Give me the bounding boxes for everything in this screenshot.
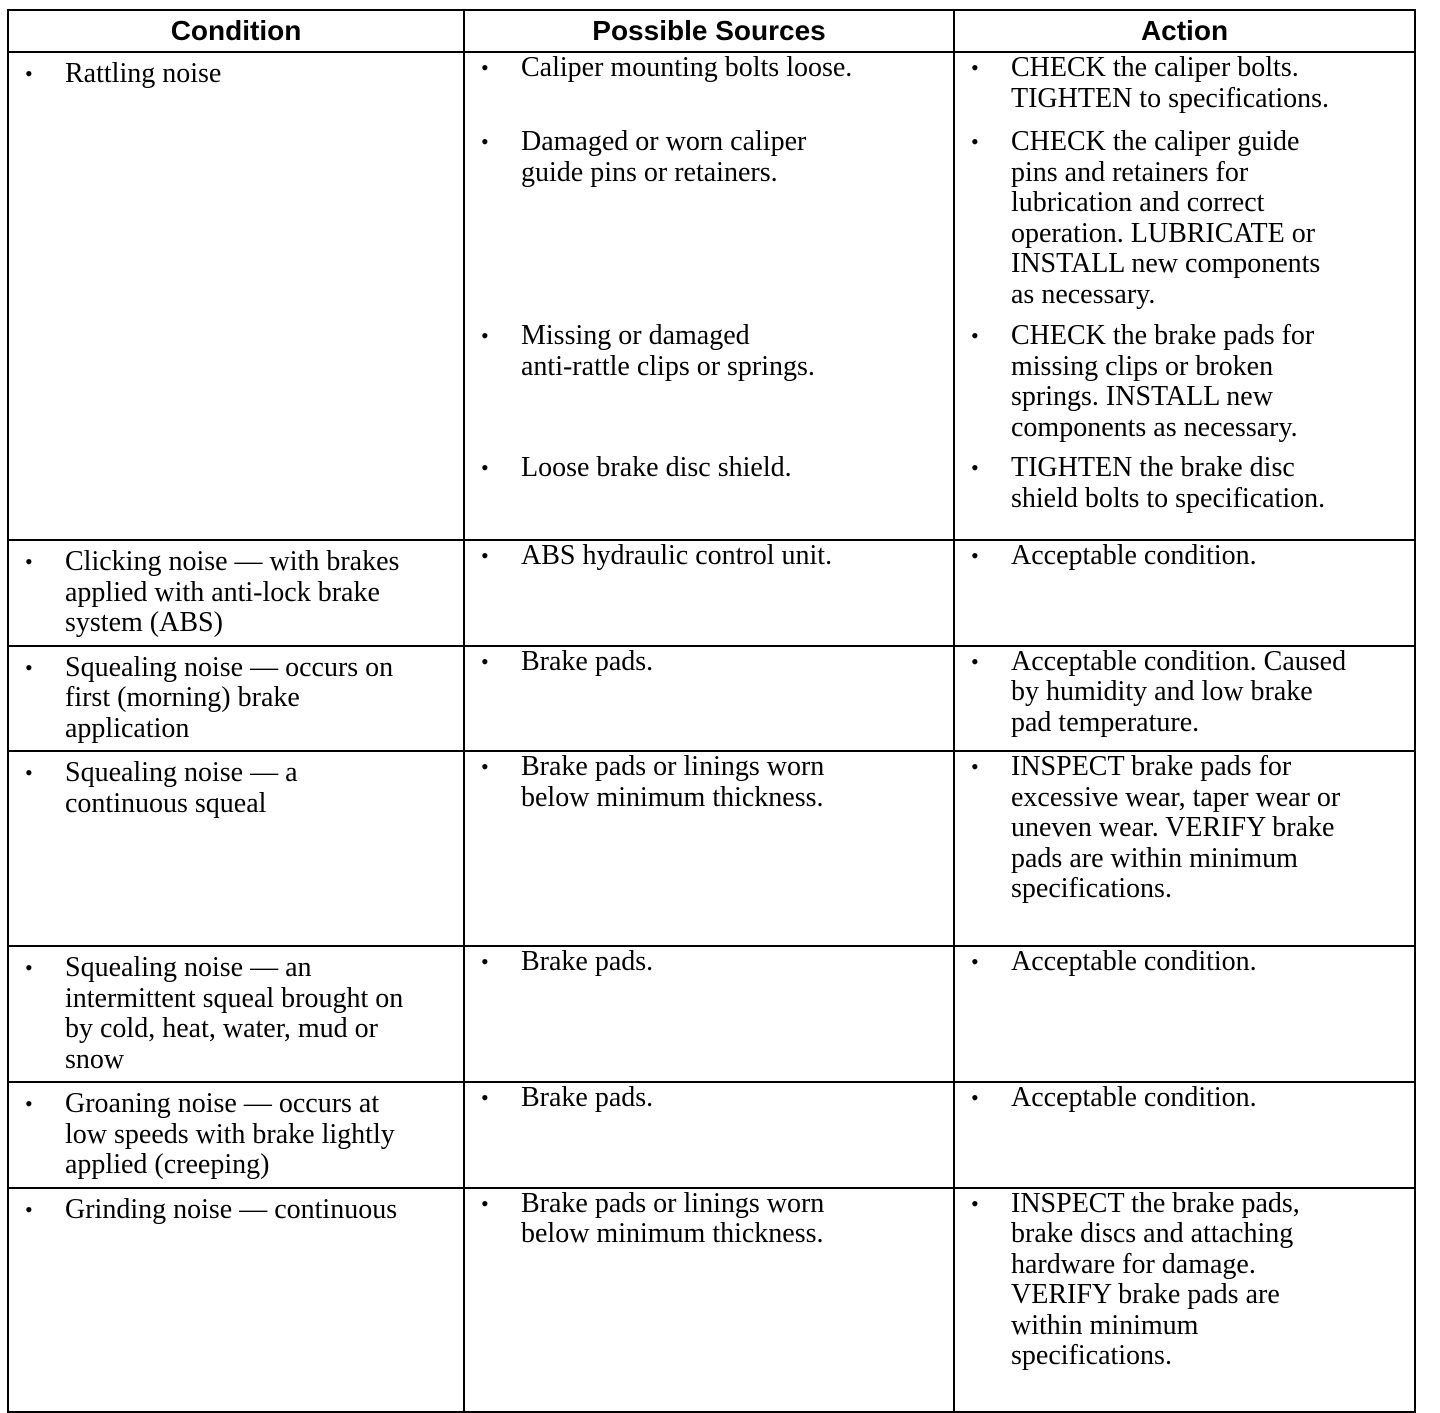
entry-text: Brake pads.: [521, 1082, 654, 1113]
entry-text: Brake pads.: [521, 946, 654, 977]
entry-text: TIGHTEN the brake disc shield bolts to specification.: [1011, 452, 1326, 514]
bullet-icon: •: [481, 129, 489, 154]
bullet-icon: •: [971, 949, 979, 974]
condition-cell: [8, 946, 464, 1082]
condition-cell: [8, 52, 464, 540]
bullet-entry: [9, 653, 455, 745]
entry-text: CHECK the caliper guide pins and retainers for lubrication and correct operation. LUBRICATE or INSTALL new components as necessary.: [1011, 126, 1321, 310]
bullet-entry: [9, 758, 455, 819]
bullet-entry: [955, 321, 1406, 443]
bullet-entry: [955, 1189, 1406, 1372]
possible-sources-cell: [464, 52, 954, 540]
entry-text: Brake pads or linings worn below minimum thickness.: [521, 1187, 825, 1249]
header-condition: Condition: [8, 10, 464, 52]
bullet-icon: •: [25, 61, 33, 86]
action-cell: [954, 946, 1415, 1082]
bullet-icon: •: [971, 455, 979, 480]
bullet-entry: [465, 53, 945, 84]
condition-cell: [8, 751, 464, 946]
action-cell: [954, 540, 1415, 646]
condition-cell: [8, 1188, 464, 1412]
possible-sources-cell: [464, 1188, 954, 1412]
bullet-icon: •: [481, 55, 489, 80]
bullet-icon: •: [25, 1091, 33, 1116]
entry-text: Squealing noise — an intermittent squeal brought on by cold, heat, water, mud or snow: [65, 952, 404, 1075]
table-row: [8, 946, 1415, 1082]
bullet-icon: •: [971, 648, 979, 674]
bullet-icon: •: [971, 1085, 979, 1110]
table-row: [8, 540, 1415, 646]
entry-text: Squealing noise — occurs on first (morning) brake application: [65, 651, 394, 744]
condition-cell: [8, 1082, 464, 1188]
bullet-icon: •: [25, 760, 33, 785]
bullet-icon: •: [481, 648, 489, 674]
bullet-entry: [955, 53, 1406, 114]
possible-sources-cell: [464, 946, 954, 1082]
bullet-entry: [955, 127, 1406, 310]
bullet-entry: [465, 541, 945, 572]
table-row: [8, 646, 1415, 752]
table-body: [8, 52, 1415, 1412]
bullet-icon: •: [481, 543, 489, 568]
table-header: [8, 10, 1415, 52]
bullet-icon: •: [25, 654, 33, 680]
bullet-entry: [955, 1083, 1406, 1114]
bullet-entry: [955, 453, 1406, 514]
entry-text: Grinding noise — continuous: [65, 1193, 398, 1225]
header-possible-sources: Possible Sources: [464, 10, 954, 52]
entry-text: Brake pads.: [521, 645, 654, 677]
condition-cell: [8, 646, 464, 752]
bullet-icon: •: [25, 955, 33, 980]
bullet-icon: •: [481, 754, 489, 779]
diagnosis-table: [7, 9, 1416, 1413]
entry-text: Missing or damaged anti-rattle clips or springs.: [521, 320, 815, 382]
table-row: [8, 751, 1415, 946]
bullet-icon: •: [971, 55, 979, 80]
bullet-icon: •: [481, 949, 489, 974]
entry-text: ABS hydraulic control unit.: [521, 540, 833, 571]
bullet-entry: [9, 1195, 455, 1226]
possible-sources-cell: [464, 751, 954, 946]
entry-text: CHECK the caliper bolts. TIGHTEN to specifications.: [1011, 52, 1330, 114]
possible-sources-cell: [464, 1082, 954, 1188]
condition-cell: [8, 540, 464, 646]
entry-text: Damaged or worn caliper guide pins or retainers.: [521, 126, 807, 188]
action-cell: [954, 751, 1415, 946]
bullet-icon: •: [481, 1085, 489, 1110]
entry-text: CHECK the brake pads for missing clips or broken springs. INSTALL new components as necessary.: [1011, 320, 1315, 443]
entry-text: INSPECT brake pads for excessive wear, taper wear or uneven wear. VERIFY brake pads are within minimum specifications.: [1011, 751, 1341, 904]
header-row: [8, 10, 1415, 52]
entry-text: Clicking noise — with brakes applied with anti-lock brake system (ABS): [65, 546, 400, 638]
header-action: Action: [954, 10, 1415, 52]
action-cell: [954, 646, 1415, 752]
bullet-entry: [9, 1089, 455, 1181]
table-row: [8, 52, 1415, 540]
possible-sources-cell: [464, 646, 954, 752]
entry-text: Acceptable condition. Caused by humidity and low brake pad temperature.: [1011, 645, 1347, 738]
bullet-entry: [465, 453, 945, 484]
bullet-entry: [955, 752, 1406, 905]
bullet-entry: [465, 947, 945, 978]
entry-text: Acceptable condition.: [1011, 1082, 1257, 1113]
entry-text: Groaning noise — occurs at low speeds with brake lightly applied (creeping): [65, 1088, 395, 1180]
bullet-entry: [9, 59, 455, 90]
action-cell: [954, 1188, 1415, 1412]
bullet-icon: •: [481, 455, 489, 480]
table-row: [8, 1082, 1415, 1188]
bullet-icon: •: [971, 129, 979, 154]
entry-text: Acceptable condition.: [1011, 946, 1257, 977]
bullet-icon: •: [25, 549, 33, 574]
bullet-entry: [955, 541, 1406, 572]
entry-text: Rattling noise: [65, 58, 222, 89]
entry-text: Brake pads or linings worn below minimum thickness.: [521, 751, 825, 813]
action-cell: [954, 52, 1415, 540]
bullet-entry: [465, 1083, 945, 1114]
bullet-entry: [9, 547, 455, 639]
bullet-entry: [465, 647, 945, 678]
bullet-entry: [9, 953, 455, 1075]
entry-text: Caliper mounting bolts loose.: [521, 52, 853, 83]
bullet-entry: [465, 1189, 945, 1250]
bullet-entry: [465, 752, 945, 813]
bullet-entry: [465, 127, 945, 188]
bullet-entry: [955, 647, 1406, 739]
bullet-icon: •: [481, 323, 489, 348]
bullet-entry: [465, 321, 945, 382]
table-row: [8, 1188, 1415, 1412]
possible-sources-cell: [464, 540, 954, 646]
bullet-icon: •: [971, 543, 979, 568]
bullet-icon: •: [971, 754, 979, 779]
bullet-entry: [955, 947, 1406, 978]
action-cell: [954, 1082, 1415, 1188]
bullet-icon: •: [971, 323, 979, 348]
entry-text: Loose brake disc shield.: [521, 452, 792, 483]
bullet-icon: •: [25, 1196, 33, 1222]
entry-text: Squealing noise — a continuous squeal: [65, 757, 298, 819]
entry-text: INSPECT the brake pads, brake discs and attaching hardware for damage. VERIFY brake pads are within minimum specifications.: [1011, 1187, 1300, 1371]
bullet-icon: •: [971, 1190, 979, 1216]
bullet-icon: •: [481, 1190, 489, 1216]
entry-text: Acceptable condition.: [1011, 540, 1257, 571]
